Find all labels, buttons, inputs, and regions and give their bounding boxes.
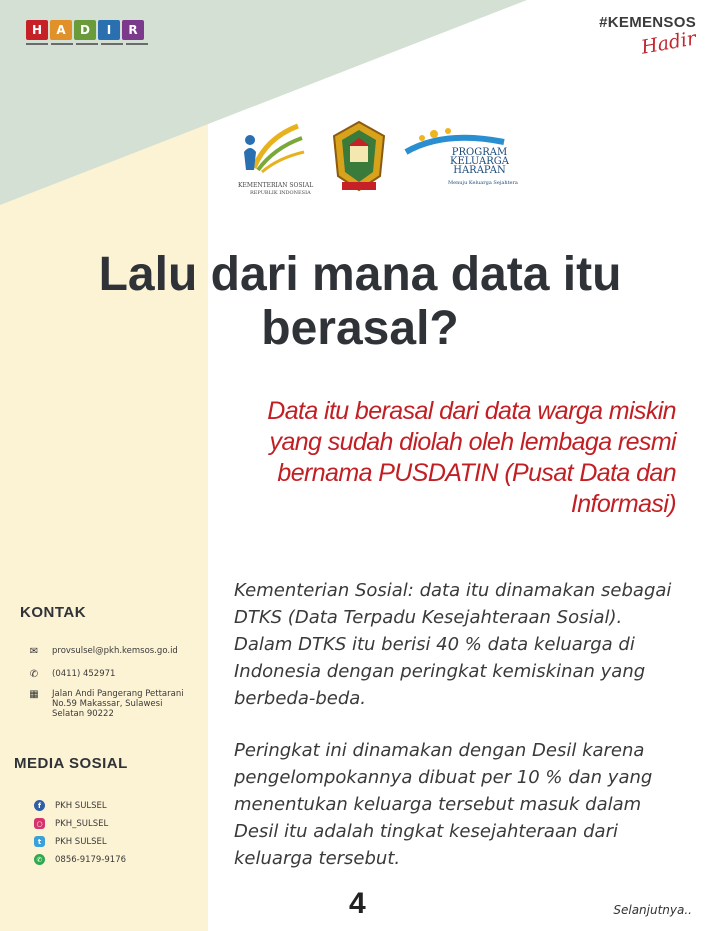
social-item-instagram[interactable] (34, 818, 108, 829)
sulsel-province-emblem (328, 118, 390, 198)
partner-logos (236, 118, 526, 208)
contact-phone[interactable]: (0411) 452971 (52, 669, 116, 679)
hadir-letter-a: A (50, 20, 72, 40)
social-label: PKH SULSEL (55, 800, 107, 811)
social-label: PKH SULSEL (55, 836, 107, 847)
social-label: 0856-9179-9176 (55, 854, 127, 865)
kemensos-hadir-script: Hadir (639, 27, 698, 59)
page-title: Lalu dari mana data itu berasal? (98, 248, 622, 355)
pkh-logo (404, 128, 524, 198)
pkh-tagline: Menuju Keluarga Sejahtera (448, 180, 518, 186)
contact-address: Jalan Andi Pangerang Pettarani No.59 Makassar, Sulawesi Selatan 90222 (52, 689, 184, 719)
facebook-icon: f (34, 800, 45, 811)
hadir-logo-tagline (26, 43, 148, 47)
kemensos-hashtag: #KEMENSOS (599, 14, 696, 31)
kemensos-logo (236, 118, 314, 198)
mail-icon: ✉ (29, 646, 39, 657)
social-item-facebook[interactable] (34, 800, 107, 811)
whatsapp-icon: ✆ (34, 854, 45, 865)
hadir-letter-i: I (98, 20, 120, 40)
social-item-whatsapp[interactable] (34, 854, 126, 865)
kemsos-subcaption: REPUBLIK INDONESIA (250, 190, 311, 196)
hadir-letter-d: D (74, 20, 96, 40)
social-heading: MEDIA SOSIAL (14, 755, 128, 772)
hadir-letter-h: H (26, 20, 48, 40)
hadir-logo (26, 20, 144, 40)
kemsos-caption: KEMENTERIAN SOSIAL (238, 182, 314, 189)
contact-address-row (28, 689, 198, 719)
phone-icon: ✆ (29, 669, 39, 680)
body-paragraph-dtks: Kementerian Sosial: data itu dinamakan sebagai DTKS (Data Terpadu Kesejahteraan Sosial). Dalam DTKS itu berisi 40 % data keluarga di Indonesia dengan peringkat kemiskinan yang berbeda-beda. (234, 580, 672, 709)
contact-heading: KONTAK (20, 604, 87, 621)
twitter-icon: t (34, 836, 45, 847)
social-label: PKH_SULSEL (55, 818, 109, 829)
pkh-wordmark: PROGRAM KELUARGA HARAPAN (450, 147, 509, 176)
next-page-link[interactable]: Selanjutnya.. (613, 903, 692, 917)
social-item-twitter[interactable] (34, 836, 107, 847)
contact-phone-row[interactable] (28, 669, 115, 681)
contact-email-row[interactable] (28, 646, 178, 658)
contact-email[interactable]: provsulsel@pkh.kemsos.go.id (52, 646, 178, 656)
page-number: 4 (349, 887, 366, 920)
instagram-icon: ○ (34, 818, 45, 829)
body-paragraph-desil: Peringkat ini dinamakan dengan Desil karena pengelompokannya dibuat per 10 % dan yang menentukan keluarga tersebut masuk dalam Desil itu adalah tingkat kesejahteraan dari keluarga tersebut. (234, 740, 653, 869)
building-icon: ▦ (29, 689, 39, 700)
highlight-paragraph: Data itu berasal dari data warga miskin yang sudah diolah oleh lembaga resmi bernama PUSDATIN (Pusat Data dan Informasi) (267, 397, 676, 518)
hadir-letter-r: R (122, 20, 144, 40)
